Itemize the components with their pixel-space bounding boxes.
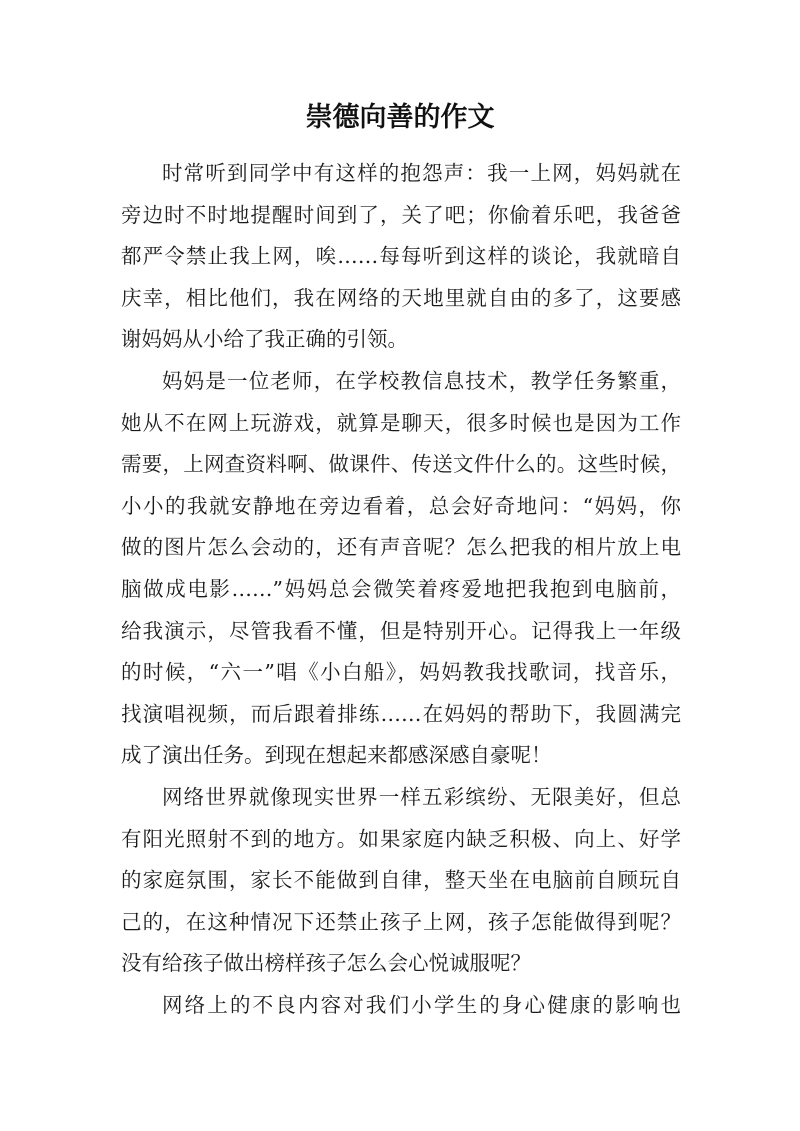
text-line: 给我演示，尽管我看不懂，但是特别开心。记得我上一年级 <box>121 618 681 643</box>
text-line: 脑做成电影……”妈妈总会微笑着疼爱地把我抱到电脑前， <box>121 576 681 601</box>
text-line: 找演唱视频，而后跟着排练……在妈妈的帮助下，我圆满完 <box>121 701 681 726</box>
paragraph <box>121 777 681 985</box>
text-line: 谢妈妈从小给了我正确的引领。 <box>121 327 408 352</box>
page-title: 崇德向善的作文 <box>305 102 495 133</box>
text-line: 小小的我就安静地在旁边看着，总会好奇地问：“妈妈，你 <box>121 493 681 518</box>
paragraph <box>121 361 681 777</box>
text-line: 没有给孩子做出榜样孩子怎么会心悦诚服呢？ <box>121 951 531 976</box>
text-line: 需要，上网查资料啊、做课件、传送文件什么的。这些时候， <box>121 452 681 477</box>
text-line: 她从不在网上玩游戏，就算是聊天，很多时候也是因为工作 <box>121 410 681 435</box>
text-line: 有阳光照射不到的地方。如果家庭内缺乏积极、向上、好学 <box>121 826 681 851</box>
text-line: 时常听到同学中有这样的抱怨声：我一上网，妈妈就在 <box>162 161 681 185</box>
essay-body <box>121 153 681 1026</box>
text-line: 做的图片怎么会动的，还有声音呢？怎么把我的相片放上电 <box>121 535 681 560</box>
text-line: 旁边时不时地提醒时间到了，关了吧；你偷着乐吧，我爸爸 <box>121 202 681 227</box>
text-line: 网络世界就像现实世界一样五彩缤纷、无限美好，但总 <box>162 784 681 809</box>
text-line: 庆幸，相比他们，我在网络的天地里就自由的多了，这要感 <box>121 285 681 310</box>
text-line: 成了演出任务。到现在想起来都感深感自豪呢！ <box>121 743 552 768</box>
text-line: 己的，在这种情况下还禁止孩子上网，孩子怎能做得到呢？ <box>121 909 681 934</box>
text-line: 妈妈是一位老师，在学校教信息技术，教学任务繁重， <box>162 368 681 393</box>
text-line: 的时候，“六一”唱《小白船》，妈妈教我找歌词，找音乐， <box>121 660 681 685</box>
paragraph <box>121 985 681 1027</box>
text-line: 网络上的不良内容对我们小学生的身心健康的影响也 <box>162 992 681 1017</box>
text-line: 的家庭氛围，家长不能做到自律，整天坐在电脑前自顾玩自 <box>121 868 681 893</box>
paragraph <box>121 153 681 361</box>
text-line: 都严令禁止我上网，唉……每每听到这样的谈论，我就暗自 <box>121 244 681 269</box>
